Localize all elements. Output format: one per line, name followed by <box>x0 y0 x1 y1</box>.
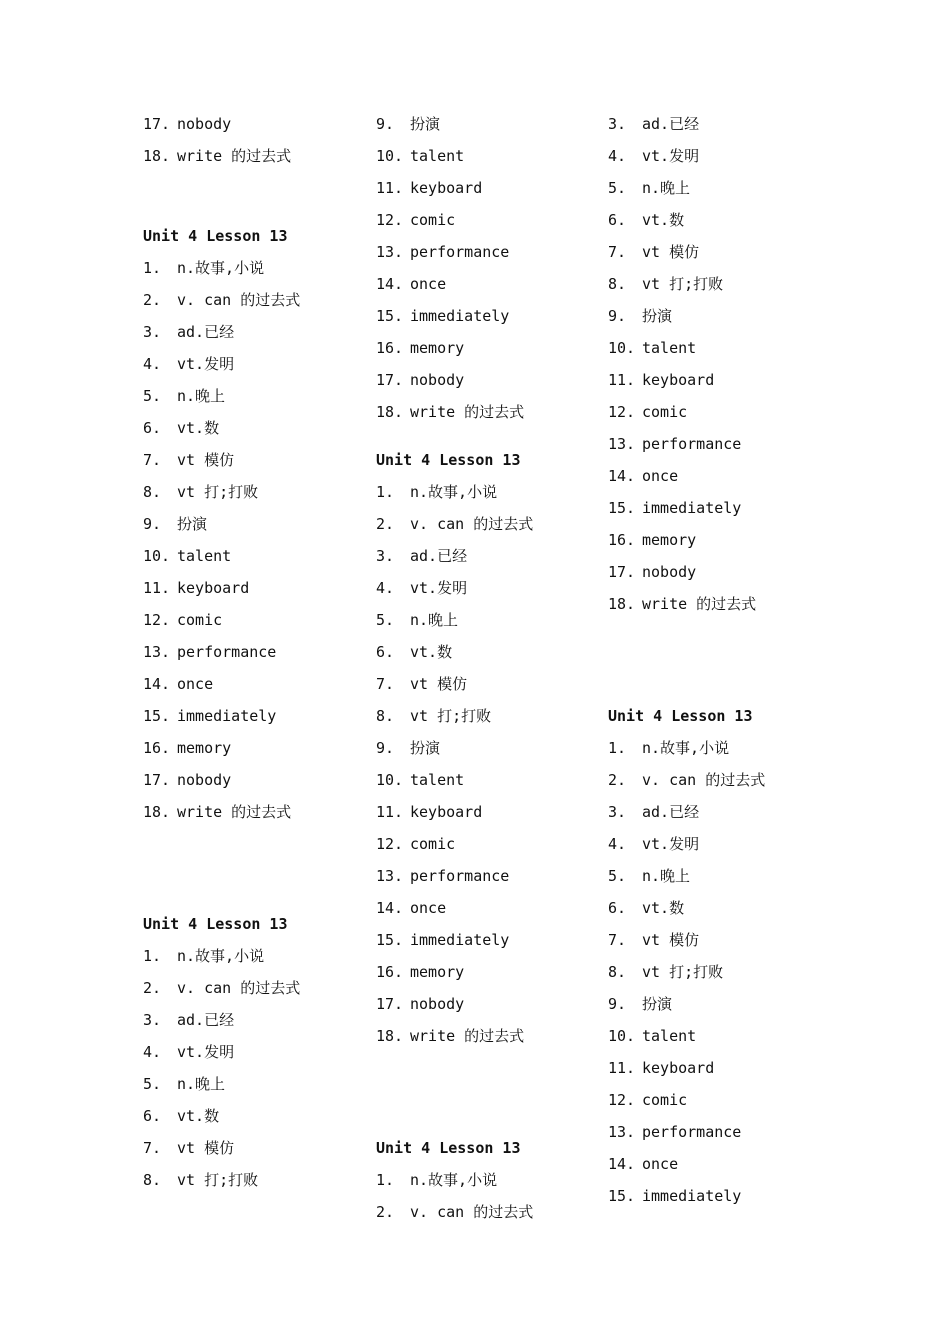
vocab-item <box>608 734 818 766</box>
item-number: 3. <box>143 1011 162 1029</box>
item-text: n.晚上 <box>642 867 691 885</box>
item-text: ad.已经 <box>177 1011 235 1029</box>
spacer <box>608 622 818 654</box>
vocab-item <box>143 798 353 830</box>
item-number: 16. <box>143 739 171 757</box>
item-number: 2. <box>143 979 162 997</box>
item-text: nobody <box>642 563 697 581</box>
vocab-item <box>608 206 818 238</box>
item-number: 11. <box>608 1059 636 1077</box>
vocab-item <box>376 110 586 142</box>
item-number: 5. <box>608 179 627 197</box>
vocab-item <box>376 206 586 238</box>
item-number: 17. <box>608 563 636 581</box>
item-text: 扮演 <box>642 307 673 325</box>
item-text: nobody <box>410 995 465 1013</box>
item-number: 14. <box>143 675 171 693</box>
vocab-item <box>143 638 353 670</box>
item-number: 7. <box>608 243 627 261</box>
item-number: 11. <box>376 179 404 197</box>
item-text: comic <box>642 1091 688 1109</box>
vocab-item <box>143 574 353 606</box>
item-number: 17. <box>143 771 171 789</box>
item-number: 12. <box>376 211 404 229</box>
item-text: performance <box>642 1123 742 1141</box>
vocab-item <box>608 1150 818 1182</box>
item-text: vt.数 <box>177 1107 220 1125</box>
spacer <box>376 1086 586 1118</box>
vocab-item <box>376 302 586 334</box>
item-number: 18. <box>608 595 636 613</box>
vocab-item <box>608 1022 818 1054</box>
vocab-item <box>608 430 818 462</box>
spacer <box>376 430 586 446</box>
item-text: comic <box>410 211 456 229</box>
item-number: 13. <box>376 243 404 261</box>
vocab-item <box>376 670 586 702</box>
item-number: 17. <box>143 115 171 133</box>
vocab-item <box>143 382 353 414</box>
vocab-item <box>376 926 586 958</box>
item-text: 扮演 <box>410 739 441 757</box>
item-text: immediately <box>177 707 277 725</box>
item-text: keyboard <box>642 1059 715 1077</box>
vocab-item <box>143 1166 353 1198</box>
item-number: 14. <box>608 467 636 485</box>
column-1 <box>143 110 353 1198</box>
item-text: n.晚上 <box>642 179 691 197</box>
vocab-item <box>376 510 586 542</box>
item-number: 18. <box>376 1027 404 1045</box>
vocab-item <box>376 766 586 798</box>
column-3 <box>608 110 818 1214</box>
vocab-item <box>376 862 586 894</box>
item-text: vt.发明 <box>642 147 700 165</box>
item-number: 6. <box>143 419 162 437</box>
item-number: 12. <box>376 835 404 853</box>
vocab-item <box>376 542 586 574</box>
item-text: write 的过去式 <box>642 595 757 613</box>
item-number: 12. <box>608 403 636 421</box>
item-number: 5. <box>143 1075 162 1093</box>
item-text: n.晚上 <box>410 611 459 629</box>
item-text: performance <box>410 867 510 885</box>
item-text: memory <box>642 531 697 549</box>
item-number: 4. <box>376 579 395 597</box>
spacer <box>143 174 353 206</box>
spacer <box>608 654 818 686</box>
vocab-item <box>376 574 586 606</box>
vocab-item <box>143 974 353 1006</box>
vocab-item <box>608 238 818 270</box>
vocab-item <box>376 702 586 734</box>
item-text: memory <box>410 963 465 981</box>
item-text: v. can 的过去式 <box>177 979 301 997</box>
vocab-item <box>143 670 353 702</box>
item-number: 18. <box>143 803 171 821</box>
item-text: n.故事,小说 <box>642 739 730 757</box>
vocab-item <box>376 638 586 670</box>
vocab-item <box>143 942 353 974</box>
item-number: 13. <box>608 1123 636 1141</box>
item-text: vt 模仿 <box>410 675 468 693</box>
item-number: 17. <box>376 371 404 389</box>
item-number: 11. <box>376 803 404 821</box>
item-text: 扮演 <box>642 995 673 1013</box>
vocab-item <box>376 1198 586 1230</box>
item-number: 15. <box>376 307 404 325</box>
vocab-item <box>608 766 818 798</box>
vocab-item <box>376 238 586 270</box>
vocab-item <box>608 398 818 430</box>
vocab-item <box>376 334 586 366</box>
item-number: 9. <box>376 739 395 757</box>
vocab-item <box>143 766 353 798</box>
item-number: 10. <box>376 771 404 789</box>
item-number: 4. <box>143 355 162 373</box>
item-number: 5. <box>376 611 395 629</box>
item-text: keyboard <box>177 579 250 597</box>
item-number: 18. <box>376 403 404 421</box>
item-text: performance <box>410 243 510 261</box>
item-text: performance <box>642 435 742 453</box>
item-text: comic <box>410 835 456 853</box>
item-number: 15. <box>376 931 404 949</box>
item-number: 14. <box>376 275 404 293</box>
item-number: 15. <box>608 499 636 517</box>
vocab-item <box>608 1118 818 1150</box>
vocab-item <box>376 990 586 1022</box>
item-text: write 的过去式 <box>410 1027 525 1045</box>
vocab-item <box>143 254 353 286</box>
vocab-item <box>143 478 353 510</box>
item-text: vt 打;打败 <box>642 275 724 293</box>
item-text: talent <box>642 1027 697 1045</box>
item-number: 12. <box>608 1091 636 1109</box>
item-text: nobody <box>410 371 465 389</box>
item-number: 1. <box>376 1171 395 1189</box>
vocab-item <box>143 446 353 478</box>
vocab-item <box>143 1134 353 1166</box>
item-number: 13. <box>608 435 636 453</box>
item-text: nobody <box>177 115 232 133</box>
item-text: vt.发明 <box>642 835 700 853</box>
vocab-item <box>608 142 818 174</box>
vocab-item <box>376 478 586 510</box>
item-text: once <box>642 467 679 485</box>
item-number: 13. <box>376 867 404 885</box>
item-text: once <box>642 1155 679 1173</box>
vocab-item <box>608 830 818 862</box>
item-text: write 的过去式 <box>410 403 525 421</box>
item-text: ad.已经 <box>642 803 700 821</box>
vocab-item <box>376 366 586 398</box>
section-heading: Unit 4 Lesson 13 <box>143 915 288 933</box>
spacer <box>608 686 818 702</box>
vocab-item <box>143 606 353 638</box>
item-number: 12. <box>143 611 171 629</box>
spacer <box>143 894 353 910</box>
vocab-item <box>376 142 586 174</box>
item-text: vt.发明 <box>177 355 235 373</box>
vocab-item <box>143 350 353 382</box>
item-number: 1. <box>143 259 162 277</box>
item-text: vt.发明 <box>177 1043 235 1061</box>
item-number: 8. <box>376 707 395 725</box>
vocab-item <box>376 830 586 862</box>
spacer <box>376 1118 586 1134</box>
vocab-item <box>608 926 818 958</box>
item-text: 扮演 <box>177 515 208 533</box>
vocab-item <box>143 318 353 350</box>
vocab-item <box>143 734 353 766</box>
item-number: 18. <box>143 147 171 165</box>
item-text: n.故事,小说 <box>410 1171 498 1189</box>
item-number: 2. <box>376 1203 395 1221</box>
item-number: 16. <box>376 963 404 981</box>
section-heading: Unit 4 Lesson 13 <box>608 707 753 725</box>
vocab-item <box>608 1086 818 1118</box>
item-number: 1. <box>608 739 627 757</box>
item-number: 3. <box>608 803 627 821</box>
item-number: 1. <box>143 947 162 965</box>
item-number: 11. <box>143 579 171 597</box>
item-text: write 的过去式 <box>177 803 292 821</box>
item-number: 1. <box>376 483 395 501</box>
item-text: vt.数 <box>642 211 685 229</box>
vocab-item <box>608 334 818 366</box>
item-text: nobody <box>177 771 232 789</box>
item-text: immediately <box>410 931 510 949</box>
item-text: comic <box>642 403 688 421</box>
section-heading: Unit 4 Lesson 13 <box>143 227 288 245</box>
item-text: immediately <box>642 1187 742 1205</box>
item-number: 7. <box>143 451 162 469</box>
item-text: talent <box>410 771 465 789</box>
item-number: 10. <box>376 147 404 165</box>
item-text: vt 打;打败 <box>642 963 724 981</box>
item-number: 2. <box>143 291 162 309</box>
item-number: 6. <box>143 1107 162 1125</box>
item-text: once <box>410 899 447 917</box>
item-text: keyboard <box>642 371 715 389</box>
vocab-item <box>608 270 818 302</box>
item-text: once <box>177 675 214 693</box>
item-text: n.故事,小说 <box>177 259 265 277</box>
item-number: 3. <box>608 115 627 133</box>
item-text: immediately <box>410 307 510 325</box>
vocab-item <box>143 286 353 318</box>
spacer <box>143 862 353 894</box>
item-text: n.晚上 <box>177 387 226 405</box>
spacer <box>376 1054 586 1086</box>
item-text: vt 打;打败 <box>177 483 259 501</box>
item-number: 8. <box>143 1171 162 1189</box>
vocab-item <box>143 542 353 574</box>
item-text: write 的过去式 <box>177 147 292 165</box>
item-text: v. can 的过去式 <box>642 771 766 789</box>
item-number: 3. <box>143 323 162 341</box>
vocab-item <box>376 958 586 990</box>
vocab-item <box>143 1070 353 1102</box>
item-number: 10. <box>608 1027 636 1045</box>
item-number: 4. <box>608 147 627 165</box>
vocab-item <box>143 1102 353 1134</box>
item-text: v. can 的过去式 <box>410 1203 534 1221</box>
item-number: 16. <box>376 339 404 357</box>
item-text: memory <box>177 739 232 757</box>
item-number: 11. <box>608 371 636 389</box>
item-number: 6. <box>376 643 395 661</box>
item-text: vt 模仿 <box>642 931 700 949</box>
item-number: 9. <box>608 995 627 1013</box>
item-text: keyboard <box>410 803 483 821</box>
vocab-item <box>376 734 586 766</box>
item-text: performance <box>177 643 277 661</box>
item-text: talent <box>642 339 697 357</box>
item-number: 3. <box>376 547 395 565</box>
item-number: 8. <box>608 963 627 981</box>
vocab-item <box>376 798 586 830</box>
item-number: 10. <box>608 339 636 357</box>
item-number: 15. <box>143 707 171 725</box>
item-text: n.晚上 <box>177 1075 226 1093</box>
item-number: 13. <box>143 643 171 661</box>
vocab-item <box>608 526 818 558</box>
item-text: talent <box>410 147 465 165</box>
item-number: 9. <box>143 515 162 533</box>
vocab-item <box>608 958 818 990</box>
column-2 <box>376 110 586 1230</box>
item-number: 14. <box>608 1155 636 1173</box>
item-number: 4. <box>143 1043 162 1061</box>
item-text: ad.已经 <box>410 547 468 565</box>
item-text: comic <box>177 611 223 629</box>
vocab-item <box>376 1166 586 1198</box>
vocab-item <box>143 702 353 734</box>
vocab-item <box>608 494 818 526</box>
item-text: vt.数 <box>410 643 453 661</box>
vocab-item <box>143 1038 353 1070</box>
item-text: immediately <box>642 499 742 517</box>
vocab-item <box>608 302 818 334</box>
item-number: 7. <box>376 675 395 693</box>
vocab-item <box>143 414 353 446</box>
vocab-item <box>376 174 586 206</box>
vocab-item <box>608 366 818 398</box>
item-text: vt 模仿 <box>177 451 235 469</box>
item-number: 7. <box>608 931 627 949</box>
section-heading: Unit 4 Lesson 13 <box>376 451 521 469</box>
item-number: 7. <box>143 1139 162 1157</box>
item-number: 8. <box>143 483 162 501</box>
vocab-item <box>376 894 586 926</box>
item-number: 4. <box>608 835 627 853</box>
item-number: 6. <box>608 899 627 917</box>
section-heading: Unit 4 Lesson 13 <box>376 1139 521 1157</box>
spacer <box>143 206 353 222</box>
item-number: 9. <box>376 115 395 133</box>
item-number: 14. <box>376 899 404 917</box>
item-number: 2. <box>376 515 395 533</box>
item-number: 15. <box>608 1187 636 1205</box>
vocab-item <box>608 798 818 830</box>
vocab-item <box>376 398 586 430</box>
item-text: v. can 的过去式 <box>410 515 534 533</box>
item-number: 5. <box>143 387 162 405</box>
vocab-item <box>143 142 353 174</box>
vocab-item <box>376 270 586 302</box>
vocab-item <box>608 558 818 590</box>
vocab-item <box>376 1022 586 1054</box>
item-text: n.故事,小说 <box>177 947 265 965</box>
item-text: keyboard <box>410 179 483 197</box>
item-text: vt.数 <box>177 419 220 437</box>
vocab-item <box>143 110 353 142</box>
item-text: vt 打;打败 <box>177 1171 259 1189</box>
item-number: 8. <box>608 275 627 293</box>
item-text: vt 模仿 <box>177 1139 235 1157</box>
item-text: 扮演 <box>410 115 441 133</box>
vocab-item <box>608 110 818 142</box>
vocab-item <box>608 1054 818 1086</box>
item-text: n.故事,小说 <box>410 483 498 501</box>
vocab-item <box>608 462 818 494</box>
item-text: ad.已经 <box>642 115 700 133</box>
item-number: 17. <box>376 995 404 1013</box>
vocab-item <box>143 1006 353 1038</box>
item-number: 10. <box>143 547 171 565</box>
vocab-item <box>143 510 353 542</box>
vocab-item <box>608 894 818 926</box>
vocab-item <box>608 590 818 622</box>
item-number: 16. <box>608 531 636 549</box>
item-number: 2. <box>608 771 627 789</box>
item-number: 5. <box>608 867 627 885</box>
item-text: v. can 的过去式 <box>177 291 301 309</box>
item-text: vt.发明 <box>410 579 468 597</box>
item-text: talent <box>177 547 232 565</box>
item-number: 9. <box>608 307 627 325</box>
item-number: 6. <box>608 211 627 229</box>
vocab-item <box>608 862 818 894</box>
vocab-item <box>608 990 818 1022</box>
item-text: vt 模仿 <box>642 243 700 261</box>
item-text: ad.已经 <box>177 323 235 341</box>
vocab-item <box>376 606 586 638</box>
item-text: vt 打;打败 <box>410 707 492 725</box>
item-text: vt.数 <box>642 899 685 917</box>
vocab-item <box>608 1182 818 1214</box>
item-text: memory <box>410 339 465 357</box>
item-text: once <box>410 275 447 293</box>
spacer <box>143 830 353 862</box>
vocab-item <box>608 174 818 206</box>
